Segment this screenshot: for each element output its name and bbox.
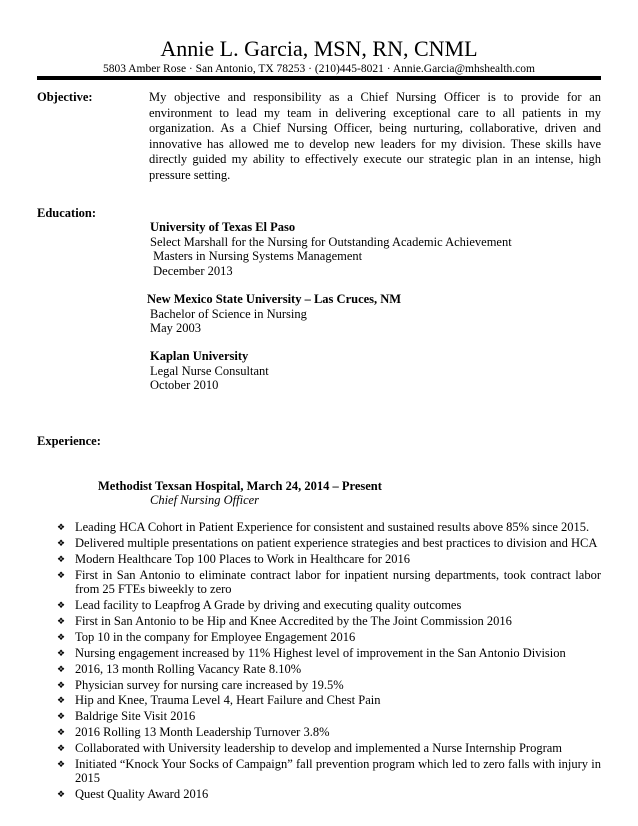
list-item: ❖ 2016, 13 month Rolling Vacancy Rate 8.10% bbox=[57, 661, 302, 676]
school-detail: Select Marshall for the Nursing for Outstanding Academic Achievement bbox=[150, 234, 512, 249]
school-detail: Bachelor of Science in Nursing bbox=[150, 306, 307, 321]
list-item: ❖ Physician survey for nursing care increased by 19.5% bbox=[57, 677, 344, 692]
diamond-bullet-icon: ❖ bbox=[57, 632, 66, 643]
list-item: ❖ Collaborated with University leadership to develop and implemented a Nurse Internship Program bbox=[57, 741, 563, 756]
contact-line: 5803 Amber Rose · San Antonio, TX 78253 · (210)445-8021 · Annie.Garcia@mhshealth.com bbox=[103, 63, 535, 75]
school-detail: Masters in Nursing Systems Management bbox=[150, 249, 363, 263]
job-title: Methodist Texsan Hospital, March 24, 2014 – Present bbox=[98, 479, 382, 493]
diamond-bullet-icon: ❖ bbox=[57, 728, 66, 739]
list-item: ❖ First in San Antonio to be Hip and Knee Accredited by the The Joint Commission 2016 bbox=[57, 613, 512, 628]
diamond-bullet-icon: ❖ bbox=[57, 601, 66, 612]
diamond-bullet-icon: ❖ bbox=[57, 759, 66, 770]
objective-label: Objective: bbox=[37, 90, 93, 104]
diamond-bullet-icon: ❖ bbox=[57, 790, 66, 801]
diamond-bullet-icon: ❖ bbox=[57, 648, 66, 659]
diamond-bullet-icon: ❖ bbox=[57, 538, 66, 549]
diamond-bullet-icon: ❖ bbox=[57, 680, 66, 691]
list-item: ❖ Lead facility to Leapfrog A Grade by driving and executing quality outcomes bbox=[57, 598, 462, 613]
school-detail: October 2010 bbox=[150, 378, 219, 392]
diamond-bullet-icon: ❖ bbox=[57, 554, 66, 565]
school-detail: May 2003 bbox=[150, 321, 202, 335]
diamond-bullet-icon: ❖ bbox=[57, 696, 66, 707]
job-role: Chief Nursing Officer bbox=[150, 493, 260, 507]
list-item: ❖ Delivered multiple presentations on patient experience strategies and best practices to division and HCA bbox=[57, 535, 598, 550]
list-item: ❖ 2016 Rolling 13 Month Leadership Turnover 3.8% bbox=[57, 725, 330, 740]
education-label: Education: bbox=[37, 206, 97, 220]
objective-text: My objective and responsibility as a Chief Nursing Officer is to provide for an environment to lead my team in delivering exceptional care to all patients in my organization. As a Chief Nursing Officer, being nurturing, collaborative, driven and innovative has allowed me to develop new leaders for my division. These skills have directly guided my ability to effectively execute our strategic plan in an intense, high pressure setting. bbox=[149, 90, 601, 182]
school-name: University of Texas El Paso bbox=[150, 220, 296, 234]
header-divider bbox=[37, 76, 601, 80]
school-detail: December 2013 bbox=[150, 263, 233, 278]
diamond-bullet-icon: ❖ bbox=[57, 523, 66, 533]
list-item: ❖ Baldrige Site Visit 2016 bbox=[57, 709, 196, 724]
list-item: ❖ Hip and Knee, Trauma Level 4, Heart Failure and Chest Pain bbox=[57, 693, 381, 708]
list-item: ❖ Initiated “Knock Your Socks of Campaign” fall prevention program which led to zero falls with injury in 2015 bbox=[57, 756, 601, 786]
diamond-bullet-icon: ❖ bbox=[57, 664, 66, 675]
list-item: ❖ Nursing engagement increased by 11% Highest level of improvement in the San Antonio Division bbox=[57, 645, 566, 660]
diamond-bullet-icon: ❖ bbox=[57, 616, 66, 627]
school-detail: Legal Nurse Consultant bbox=[150, 363, 269, 378]
experience-label: Experience: bbox=[37, 434, 101, 448]
resume-name: Annie L. Garcia, MSN, RN, CNML bbox=[160, 36, 478, 61]
diamond-bullet-icon: ❖ bbox=[57, 712, 66, 723]
school-name: New Mexico State University – Las Cruces, NM bbox=[147, 292, 402, 306]
list-item: ❖ Top 10 in the company for Employee Engagement 2016 bbox=[57, 629, 356, 644]
school-name: Kaplan University bbox=[150, 349, 249, 363]
list-item: ❖ Modern Healthcare Top 100 Places to Work in Healthcare for 2016 bbox=[57, 551, 411, 566]
list-item: ❖ First in San Antonio to eliminate contract labor for inpatient nursing departments, took contract labor from 25 FTEs biweekly to zero bbox=[57, 567, 601, 597]
diamond-bullet-icon: ❖ bbox=[57, 570, 66, 581]
list-item: ❖ Leading HCA Cohort in Patient Experience for consistent and sustained results above 85% since 2015. bbox=[57, 520, 590, 534]
list-item: ❖ Quest Quality Award 2016 bbox=[57, 787, 209, 802]
achievement-list bbox=[57, 520, 601, 803]
diamond-bullet-icon: ❖ bbox=[57, 744, 66, 755]
